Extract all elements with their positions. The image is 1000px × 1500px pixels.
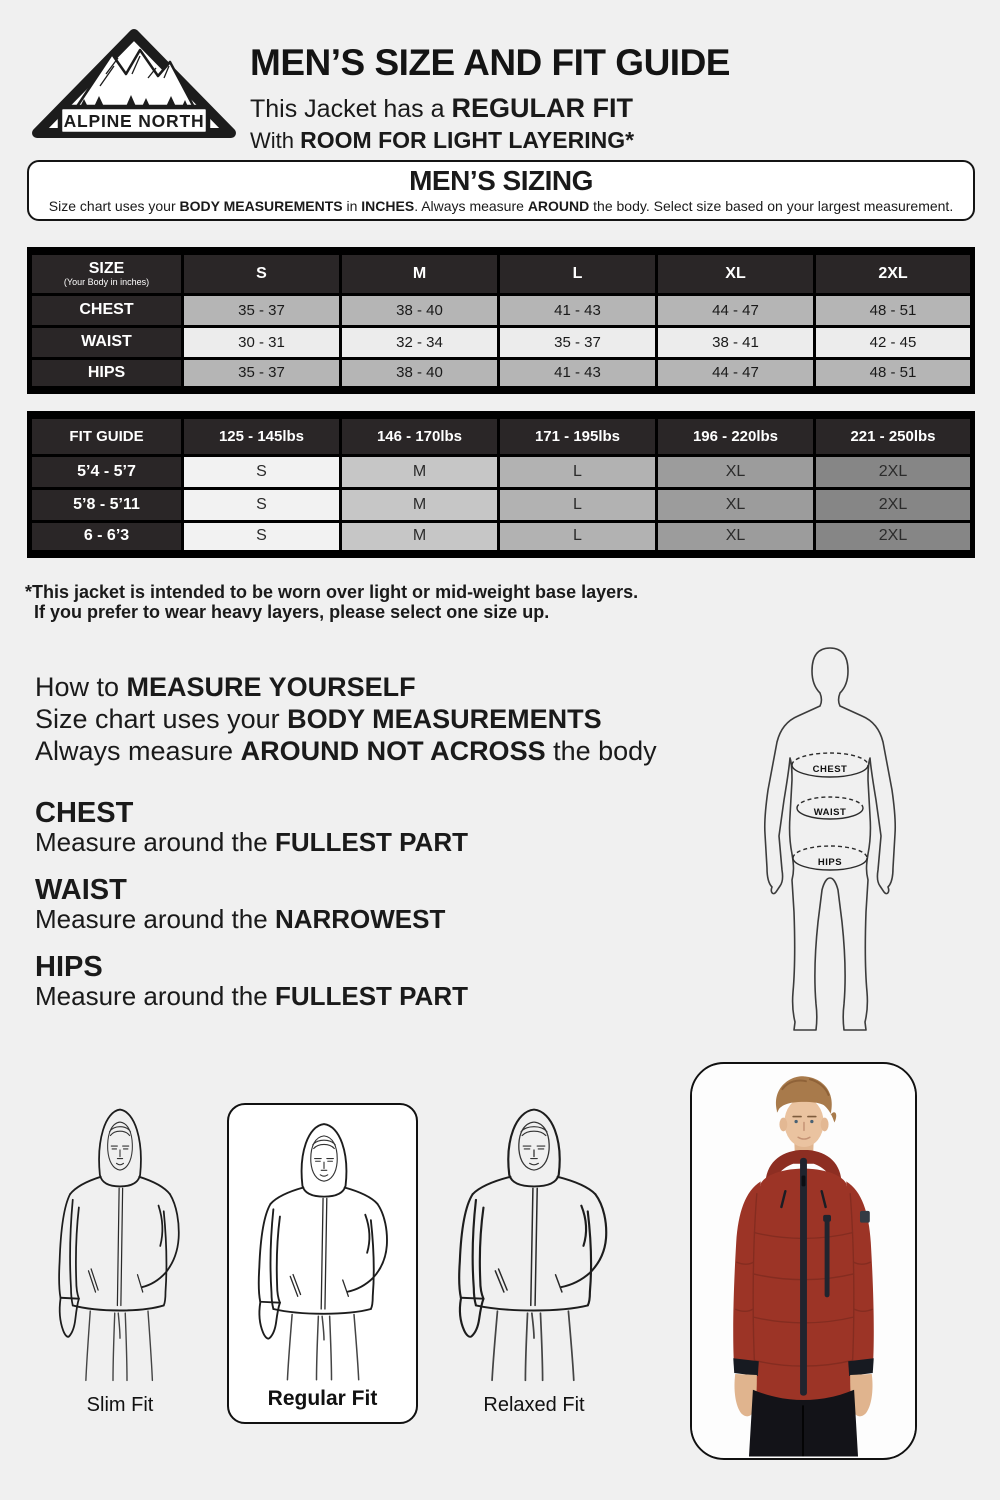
table-cell: S <box>183 521 341 554</box>
column-header: XL <box>657 251 815 294</box>
waist-heading: WAIST <box>35 874 127 906</box>
column-header: 171 - 195lbs <box>499 415 657 455</box>
relaxed-fit-label: Relaxed Fit <box>483 1394 585 1416</box>
column-header: 221 - 250lbs <box>815 415 973 455</box>
table-cell: 44 - 47 <box>657 358 815 390</box>
table-cell: 48 - 51 <box>815 358 973 390</box>
chest-measurement-item <box>35 798 468 856</box>
model-photo <box>692 1064 915 1458</box>
table-cell: 2XL <box>815 521 973 554</box>
row-header: 6 - 6’3 <box>30 521 183 554</box>
column-header: 146 - 170lbs <box>341 415 499 455</box>
column-header: 125 - 145lbs <box>183 415 341 455</box>
row-header: WAIST <box>30 326 183 358</box>
chest-heading: CHEST <box>35 797 134 829</box>
table-cell: 35 - 37 <box>183 294 341 326</box>
table-cell: 2XL <box>815 488 973 521</box>
table-cell: 30 - 31 <box>183 326 341 358</box>
column-header: 2XL <box>815 251 973 294</box>
row-header: HIPS <box>30 358 183 390</box>
sizing-title: MEN’S SIZING <box>409 165 593 196</box>
table-cell: L <box>499 455 657 488</box>
table-cell: 41 - 43 <box>499 358 657 390</box>
layering-footnote <box>25 582 638 622</box>
footnote-line-1: *This jacket is intended to be worn over light or mid-weight base layers. <box>25 582 639 602</box>
how-to-measure-intro <box>35 671 657 767</box>
table-cell: L <box>499 521 657 554</box>
waist-measurement-item <box>35 875 445 933</box>
table-row <box>30 294 973 326</box>
table-row <box>30 455 973 488</box>
slim-fit-illustration <box>50 1100 190 1388</box>
sizing-description: Size chart uses your BODY MEASUREMENTS in INCHES. Always measure AROUND the body. Select size based on your largest measurement. <box>48 198 954 214</box>
layering-subtitle: With ROOM FOR LIGHT LAYERING* <box>250 127 635 153</box>
table-cell: 38 - 40 <box>341 294 499 326</box>
table-cell: 32 - 34 <box>341 326 499 358</box>
page-title: MEN’S SIZE AND FIT GUIDE <box>250 42 730 83</box>
table-cell: M <box>341 521 499 554</box>
table-cell: 38 - 40 <box>341 358 499 390</box>
table-row <box>30 488 973 521</box>
table-cell: XL <box>657 455 815 488</box>
body-measurement-diagram <box>740 640 990 1040</box>
alpine-north-logo-icon <box>28 26 240 146</box>
column-header: L <box>499 251 657 294</box>
diagram-chest-label: CHEST <box>812 764 848 775</box>
model-photo-frame <box>690 1062 917 1460</box>
regular-fit-highlight-box <box>227 1103 418 1424</box>
hips-measurement-item <box>35 952 468 1010</box>
table-cell: S <box>183 455 341 488</box>
table-cell: 2XL <box>815 455 973 488</box>
row-header: 5’8 - 5’11 <box>30 488 183 521</box>
table-cell: 44 - 47 <box>657 294 815 326</box>
table-cell: M <box>341 488 499 521</box>
column-header: M <box>341 251 499 294</box>
regular-fit-label: Regular Fit <box>267 1387 378 1410</box>
column-header: S <box>183 251 341 294</box>
mens-sizing-banner <box>27 160 975 221</box>
table-row <box>30 326 973 358</box>
diagram-hips-label: HIPS <box>817 857 843 868</box>
table-cell: 42 - 45 <box>815 326 973 358</box>
table-cell: 35 - 37 <box>499 326 657 358</box>
fit-subtitle: This Jacket has a REGULAR FIT <box>250 93 633 123</box>
table-cell: M <box>341 455 499 488</box>
slim-fit-label: Slim Fit <box>86 1394 154 1416</box>
table-row <box>30 521 973 554</box>
row-header: CHEST <box>30 294 183 326</box>
table-cell: 35 - 37 <box>183 358 341 390</box>
fit-guide-table <box>27 411 975 558</box>
table-row <box>30 358 973 390</box>
size-measurements-table <box>27 247 975 394</box>
logo-text: ALPINE NORTH <box>63 111 205 131</box>
column-header: FIT GUIDE <box>30 415 183 455</box>
header-title-block <box>250 42 730 154</box>
table-cell: 48 - 51 <box>815 294 973 326</box>
column-header: SIZE (Your Body in inches) <box>30 251 183 294</box>
hips-heading: HIPS <box>35 951 103 983</box>
relaxed-fit-illustration <box>448 1100 620 1388</box>
howto-line-2: Size chart uses your BODY MEASUREMENTS <box>35 704 602 734</box>
howto-line-3: Always measure AROUND NOT ACROSS the body <box>35 736 657 766</box>
table-cell: 41 - 43 <box>499 294 657 326</box>
table-cell: XL <box>657 488 815 521</box>
column-header: 196 - 220lbs <box>657 415 815 455</box>
table-cell: XL <box>657 521 815 554</box>
chest-instruction: Measure around the FULLEST PART <box>35 827 468 857</box>
diagram-waist-label: WAIST <box>813 807 847 818</box>
howto-line-1: How to MEASURE YOURSELF <box>35 672 416 702</box>
table-cell: L <box>499 488 657 521</box>
waist-instruction: Measure around the NARROWEST <box>35 904 446 934</box>
footnote-line-2: If you prefer to wear heavy layers, please select one size up. <box>34 602 550 622</box>
row-header: 5’4 - 5’7 <box>30 455 183 488</box>
table-cell: S <box>183 488 341 521</box>
table-cell: 38 - 41 <box>657 326 815 358</box>
regular-fit-illustration <box>249 1115 399 1387</box>
hips-instruction: Measure around the FULLEST PART <box>35 981 468 1011</box>
